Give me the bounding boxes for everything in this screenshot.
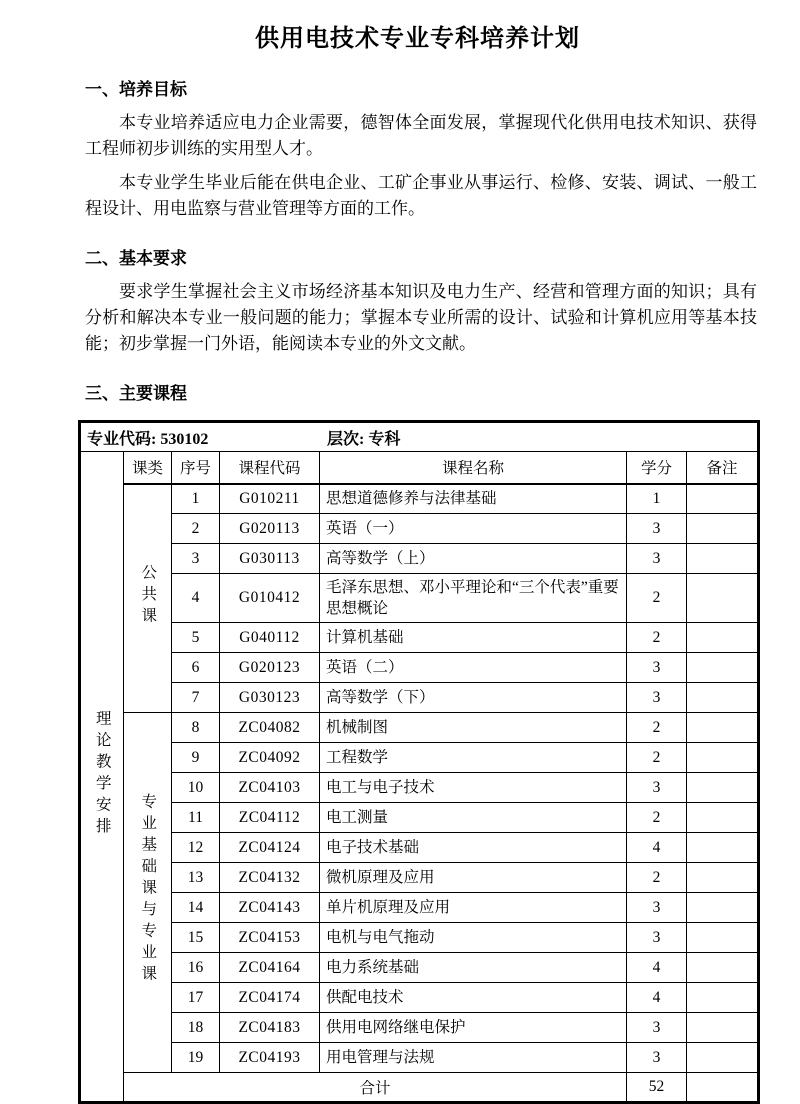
course-code-cell: G020113 [220,514,320,544]
course-credits-cell: 3 [627,1013,687,1043]
course-row [80,953,759,983]
course-name-cell: 英语（一） [320,514,627,544]
course-row [80,683,759,713]
course-index-cell: 17 [172,983,220,1013]
course-remarks-cell [687,1043,759,1073]
page-title: 供用电技术专业专科培养计划 [255,25,580,52]
course-credits-cell: 3 [627,514,687,544]
course-name-cell: 电子技术基础 [320,833,627,863]
course-index-cell: 1 [172,484,220,514]
table-info-cell [80,422,759,452]
course-name-cell: 微机原理及应用 [320,863,627,893]
header-index: 序号 [172,452,220,484]
course-code-cell: G030113 [220,544,320,574]
course-credits-cell: 4 [627,953,687,983]
course-remarks-cell [687,893,759,923]
course-index-cell: 18 [172,1013,220,1043]
course-code-cell: G030123 [220,683,320,713]
course-code-cell: ZC04092 [220,743,320,773]
major-code-label: 专业代码: [87,430,157,448]
course-row [80,983,759,1013]
course-code-cell: ZC04112 [220,803,320,833]
course-remarks-cell [687,683,759,713]
course-credits-cell: 3 [627,773,687,803]
course-name-cell: 电工与电子技术 [320,773,627,803]
course-name-cell: 供配电技术 [320,983,627,1013]
course-row [80,773,759,803]
course-code-cell: ZC04143 [220,893,320,923]
section-heading-3: 三、主要课程 [85,384,187,403]
course-index-cell: 13 [172,863,220,893]
course-category-label: 公共课 [139,563,157,628]
course-index-cell: 19 [172,1043,220,1073]
course-index-cell: 5 [172,623,220,653]
course-code-cell: ZC04193 [220,1043,320,1073]
course-name-cell: 电机与电气拖动 [320,923,627,953]
section-heading-2: 二、基本要求 [85,249,187,268]
course-code-cell: ZC04174 [220,983,320,1013]
course-index-cell: 8 [172,713,220,743]
course-index-cell: 4 [172,574,220,623]
course-row [80,484,759,514]
course-remarks-cell [687,983,759,1013]
header-name: 课程名称 [320,452,627,484]
level-label: 层次: [327,430,365,448]
course-name-cell: 供用电网络继电保护 [320,1013,627,1043]
course-index-cell: 9 [172,743,220,773]
course-remarks-cell [687,923,759,953]
course-remarks-cell [687,544,759,574]
course-remarks-cell [687,623,759,653]
course-code-cell: G040112 [220,623,320,653]
course-code-cell: G020123 [220,653,320,683]
course-row [80,653,759,683]
course-credits-cell: 3 [627,893,687,923]
course-name-cell: 高等数学（上） [320,544,627,574]
level [327,431,400,448]
table-info-row [80,422,759,452]
course-remarks-cell [687,953,759,983]
course-code-cell: G010412 [220,574,320,623]
side-label: 理论教学安排 [93,709,111,839]
course-row [80,623,759,653]
course-category-cell [124,484,172,713]
course-index-cell: 14 [172,893,220,923]
total-label-cell: 合计 [124,1073,627,1103]
section-training-goal [78,75,757,222]
course-credits-cell: 4 [627,983,687,1013]
course-index-cell: 10 [172,773,220,803]
section-basic-requirements [78,244,757,357]
course-category-label: 专业基础课与专业课 [139,793,157,987]
paragraph: 要求学生掌握社会主义市场经济基本知识及电力生产、经营和管理方面的知识；具有分析和解决本专业一般问题的能力；掌握本专业所需的设计、试验和计算机应用等基本技能；初步掌握一门外语，能阅读本专业的外文文献。 [85,282,757,353]
header-remarks: 备注 [687,452,759,484]
course-name-cell: 电力系统基础 [320,953,627,983]
header-category: 课类 [124,452,172,484]
course-credits-cell: 3 [627,544,687,574]
total-row [80,1073,759,1103]
course-row [80,893,759,923]
course-remarks-cell [687,653,759,683]
course-index-cell: 7 [172,683,220,713]
header-credits: 学分 [627,452,687,484]
course-name-cell: 毛泽东思想、邓小平理论和“三个代表”重要思想概论 [320,574,627,623]
course-credits-cell: 3 [627,1043,687,1073]
course-remarks-cell [687,484,759,514]
course-code-cell: ZC04124 [220,833,320,863]
course-code-cell: ZC04153 [220,923,320,953]
course-row [80,923,759,953]
paragraph: 本专业学生毕业后能在供电企业、工矿企事业从事运行、检修、安装、调试、一般工程设计、用电监察与营业管理等方面的工作。 [85,173,757,218]
section-heading-1: 一、培养目标 [85,80,187,99]
course-category-cell [124,713,172,1073]
courses-table [78,420,760,1104]
course-remarks-cell [687,713,759,743]
course-row [80,544,759,574]
course-credits-cell: 4 [627,833,687,863]
course-name-cell: 电工测量 [320,803,627,833]
course-row [80,833,759,863]
course-remarks-cell [687,773,759,803]
course-remarks-cell [687,833,759,863]
header-code: 课程代码 [220,452,320,484]
paragraph: 本专业培养适应电力企业需要，德智体全面发展，掌握现代化供用电技术知识、获得工程师初步训练的实用型人才。 [85,113,757,158]
course-name-cell: 高等数学（下） [320,683,627,713]
course-credits-cell: 3 [627,923,687,953]
course-credits-cell: 2 [627,863,687,893]
course-name-cell: 机械制图 [320,713,627,743]
side-label-cell [80,452,124,1103]
major-code-value: 530102 [160,430,209,448]
course-name-cell: 单片机原理及应用 [320,893,627,923]
course-code-cell: ZC04103 [220,773,320,803]
course-remarks-cell [687,863,759,893]
course-name-cell: 用电管理与法规 [320,1043,627,1073]
total-remarks-cell [687,1073,759,1103]
course-row [80,1043,759,1073]
total-credits-cell: 52 [627,1073,687,1103]
course-code-cell: ZC04183 [220,1013,320,1043]
course-code-cell: G010211 [220,484,320,514]
course-row [80,1013,759,1043]
course-index-cell: 6 [172,653,220,683]
course-credits-cell: 2 [627,803,687,833]
table-header-row [80,452,759,484]
course-code-cell: ZC04132 [220,863,320,893]
course-credits-cell: 2 [627,743,687,773]
course-remarks-cell [687,1013,759,1043]
course-name-cell: 思想道德修养与法律基础 [320,484,627,514]
course-row [80,514,759,544]
major-code [87,426,327,449]
course-index-cell: 16 [172,953,220,983]
course-remarks-cell [687,743,759,773]
course-row [80,713,759,743]
level-value: 专科 [368,430,401,448]
course-row [80,863,759,893]
course-index-cell: 15 [172,923,220,953]
course-index-cell: 12 [172,833,220,863]
course-credits-cell: 3 [627,683,687,713]
course-code-cell: ZC04082 [220,713,320,743]
course-credits-cell: 2 [627,574,687,623]
course-name-cell: 英语（二） [320,653,627,683]
course-index-cell: 2 [172,514,220,544]
course-remarks-cell [687,514,759,544]
course-row [80,743,759,773]
course-name-cell: 计算机基础 [320,623,627,653]
course-credits-cell: 2 [627,713,687,743]
section-main-courses [78,379,757,1104]
course-remarks-cell [687,574,759,623]
course-name-cell: 工程数学 [320,743,627,773]
course-remarks-cell [687,803,759,833]
course-credits-cell: 2 [627,623,687,653]
course-credits-cell: 1 [627,484,687,514]
course-code-cell: ZC04164 [220,953,320,983]
course-row [80,803,759,833]
course-credits-cell: 3 [627,653,687,683]
course-index-cell: 3 [172,544,220,574]
course-row [80,574,759,623]
course-index-cell: 11 [172,803,220,833]
